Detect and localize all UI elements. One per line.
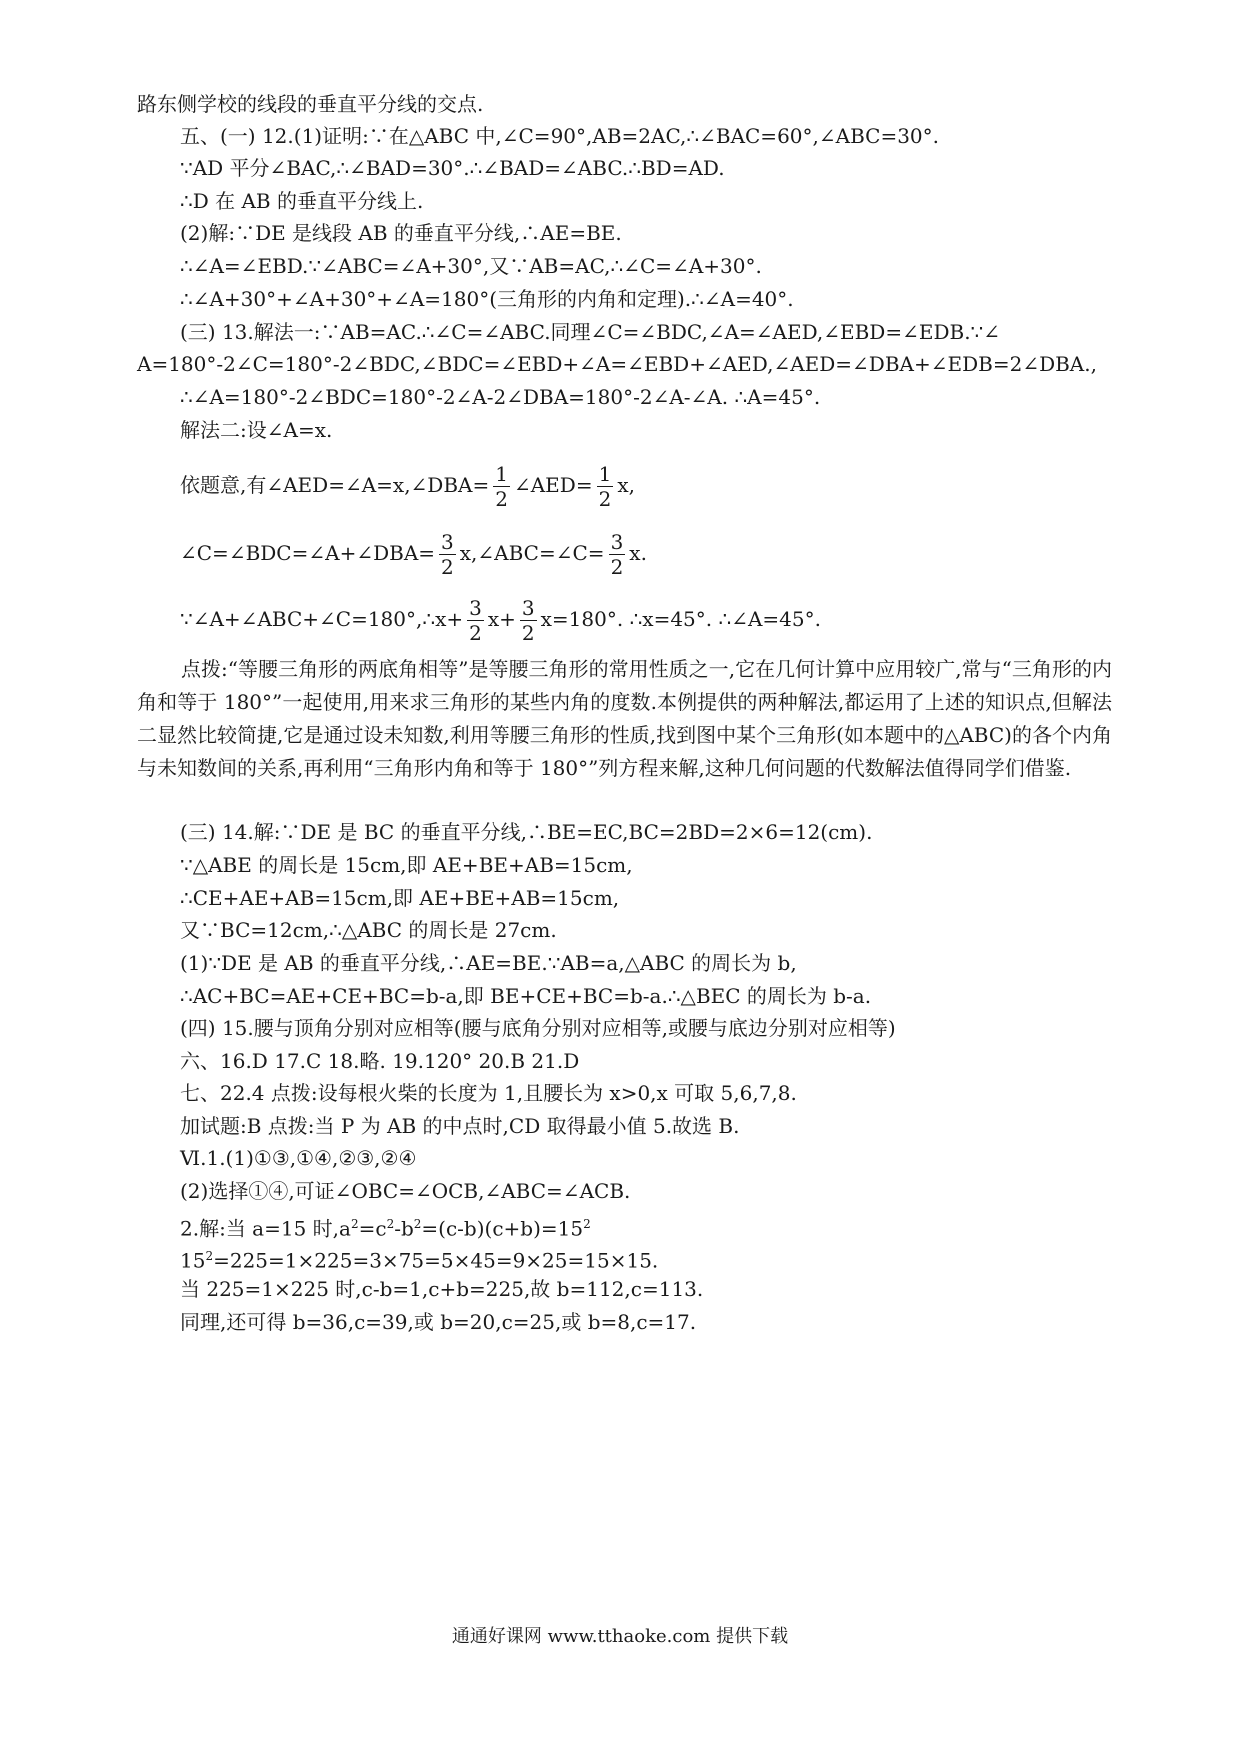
numerator: 3 [610,530,624,554]
text-line: 五、(一) 12.(1)证明:∵在△ABC 中,∠C=90°,AB=2AC,∴∠BAC=60°,∠ABC=30°. [180,124,940,148]
text-line: 六、16.D 17.C 18.略. 19.120° 20.B 21.D [180,1049,580,1073]
denominator: 2 [610,555,624,579]
text-line: ∴CE+AE+AB=15cm,即 AE+BE+AB=15cm, [180,886,620,910]
text-line: (四) 15.腰与顶角分别对应相等(腰与底角分别对应相等,或腰与底边分别对应相等) [180,1016,896,1040]
text-line: 同理,还可得 b=36,c=39,或 b=20,c=25,或 b=8,c=17. [180,1310,697,1334]
text-segment: =c [358,1216,387,1241]
text-line: (1)∵DE 是 AB 的垂直平分线,∴AE=BE.∵AB=a,△ABC 的周长为 b, [180,951,797,975]
text-line: ∴AC+BC=AE+CE+BC=b-a,即 BE+CE+BC=b-a.∴△BEC 的周长为 b-a. [180,984,872,1008]
text-line: ∴∠A+30°+∠A+30°+∠A=180°(三角形的内角和定理).∴∠A=40°. [180,287,794,311]
formula-text: ∠C=∠BDC=∠A+∠DBA= [180,541,436,565]
text-line: ∴D 在 AB 的垂直平分线上. [180,189,424,213]
text-line: ∵△ABE 的周长是 15cm,即 AE+BE+AB=15cm, [180,853,633,877]
fraction [467,596,484,645]
text-segment: 2.解:当 a=15 时,a [180,1216,351,1241]
text-line: 加试题:B 点拨:当 P 为 AB 的中点时,CD 取得最小值 5.故选 B. [180,1114,740,1138]
text-line [180,1244,658,1273]
superscript: 2 [350,1217,359,1231]
numerator: 1 [598,462,612,486]
numerator: 3 [469,596,482,620]
numerator: 3 [441,530,454,554]
formula-text: x=180°. ∴x=45°. ∴∠A=45°. [540,607,821,631]
superscript: 2 [413,1217,422,1231]
text-line: Ⅵ.1.(1)①③,①④,②③,②④ [180,1146,417,1170]
denominator: 2 [441,555,454,579]
text-line: (三) 13.解法一:∵AB=AC.∴∠C=∠ABC.同理∠C=∠BDC,∠A=∠AED,∠EBD=∠EDB.∵∠ [180,320,1001,344]
text-line [180,1212,591,1241]
tip-paragraph: 点拨:“等腰三角形的两底角相等”是等腰三角形的常用性质之一,它在几何计算中应用较广,常与“三角形的内角和等于 180°”一起使用,用来求三角形的某些内角的度数.本例提供的两种解法,都运用了上述的知识点,但解法二显然比较简捷,它是通过设未知数,利用等腰三角形的性质,找到图中某个三角形(如本题中的△ABC)的各个内角与未知数间的关系,再利用“三角形内角和等于 180°”列方程来解,这种几何问题的代数解法值得同学们借鉴. [137,657,1112,780]
text-line: ∴∠A=∠EBD.∵∠ABC=∠A+30°,又∵AB=AC,∴∠C=∠A+30°. [180,254,762,278]
denominator: 2 [521,621,535,645]
text-line: 又∵BC=12cm,∴△ABC 的周长是 27cm. [180,918,557,942]
fraction [597,462,614,511]
superscript: 2 [583,1217,591,1231]
text-line: ∴∠A=180°-2∠BDC=180°-2∠A-2∠DBA=180°-2∠A-∠A. ∴A=45°. [180,385,821,409]
text-line: (三) 14.解:∵DE 是 BC 的垂直平分线,∴BE=EC,BC=2BD=2×6=12(cm). [180,820,873,844]
text-segment: =(c-b)(c+b)=15 [421,1216,584,1241]
text-line: 路东侧学校的线段的垂直平分线的交点. [137,92,484,116]
superscript: 2 [386,1217,395,1231]
numerator: 1 [495,462,508,486]
superscript: 2 [205,1249,214,1263]
text-line: 七、22.4 点拨:设每根火柴的长度为 1,且腰长为 x>0,x 可取 5,6,7,8. [180,1081,797,1105]
fraction [439,530,456,579]
text-line: (2)选择①④,可证∠OBC=∠OCB,∠ABC=∠ACB. [180,1179,631,1203]
formula-text: x, [617,473,635,497]
text-segment: =225=1×225=3×75=5×45=9×25=15×15. [213,1248,659,1273]
denominator: 2 [495,487,508,511]
formula-text: x. [629,541,647,565]
text-segment: 15 [180,1248,206,1273]
fraction [520,596,537,645]
page-footer: 通通好课网 www.tthaoke.com 提供下载 [451,1626,789,1647]
numerator: 3 [521,596,535,620]
formula-line [180,523,647,583]
fraction [609,530,626,579]
formula-text: ∠AED= [513,473,593,497]
formula-line [180,589,821,649]
text-line: A=180°-2∠C=180°-2∠BDC,∠BDC=∠EBD+∠A=∠EBD+∠AED,∠AED=∠DBA+∠EDB=2∠DBA., [137,352,1097,376]
formula-text: x,∠ABC=∠C= [459,541,605,565]
text-line: 解法二:设∠A=x. [180,418,333,442]
text-line: 当 225=1×225 时,c-b=1,c+b=225,故 b=112,c=113. [180,1277,704,1301]
denominator: 2 [598,487,612,511]
formula-line [180,455,635,515]
text-segment: -b [394,1216,414,1241]
formula-text: 依题意,有∠AED=∠A=x,∠DBA= [180,473,490,497]
text-line: ∵AD 平分∠BAC,∴∠BAD=30°.∴∠BAD=∠ABC.∴BD=AD. [180,156,725,180]
fraction [493,462,510,511]
text-line: (2)解:∵DE 是线段 AB 的垂直平分线,∴AE=BE. [180,221,622,245]
denominator: 2 [469,621,482,645]
formula-text: ∵∠A+∠ABC+∠C=180°,∴x+ [180,607,464,631]
formula-text: x+ [487,607,516,631]
